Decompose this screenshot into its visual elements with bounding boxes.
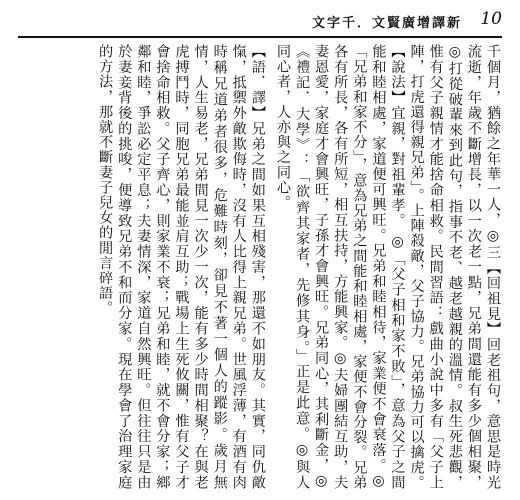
page-number: 10 xyxy=(480,9,502,29)
header-divider xyxy=(18,36,502,38)
running-title: 文字千．文賢廣增譯新 xyxy=(311,16,462,31)
vertical-body-text xyxy=(16,44,502,490)
translation-paragraph: 【語．譯】兄弟之間如果互相殘害，那還不如朋友。其實，同仇敵愾，抵禦外敵欺侮時，沒有人比得上親兄弟。世風浮薄，有酒有肉時稱兄道弟者很多，危難時刻，卻見不著一個人的蹤影。歲月無情，人生易老，兄弟間見一次少一次，能有多少時間相聚？在與老虎搏鬥時，同胞兄弟最能並肩互助；戰場上生死攸關，惟有父子才會捨命相救。父子齊心，則家業不衰；兄弟和睦，就不會分家；鄉鄰和睦，爭訟必定平息；夫妻情深，家道自然興旺。但往往只是由於妻妾背後的挑唆，便導致兄弟不和而分家。現在學會了治理家庭的方法，那就不斷妻子兒女的閒言碎語。 xyxy=(97,44,266,490)
annotation-paragraph: 千個月，猶餘之年華一人，◎三【回祖見】回老祖句，意思是時光流逝，年歲不斷增長，以一次老一點，兄弟間還能有多少個相聚，◎打從破輩來到此句，指事不老、越老越親的溫情。叔生死悲觀，惟有父子親情才能捨命相救。民間習語：戲曲小說中多有「父子上陣，打虎還得親兄弟」。上陣殺敵，父子協力。兄弟協力可以擒虎。【說法】宜親，對祖輩孝。 ◎「父子相和家不敗」，意為父子之間能和睦相處，家道便可興旺。兄弟和睦相待，家業便不會衰落。◎「兄弟和家不分」，意為兄弟之間能和睦相處，家便不會分裂。兄弟各有所長，各有所短，相互扶持，方能興家。◎夫婦團結互助，夫妻恩愛，家庭才會興旺，子孫才會興旺。兄弟同心，其利斷金，◎《禮記．大學》：「欲齊其家者，先修其身。」正是此意。◎與人同心者，人亦與之同心。 xyxy=(274,44,501,490)
running-header xyxy=(18,8,502,36)
